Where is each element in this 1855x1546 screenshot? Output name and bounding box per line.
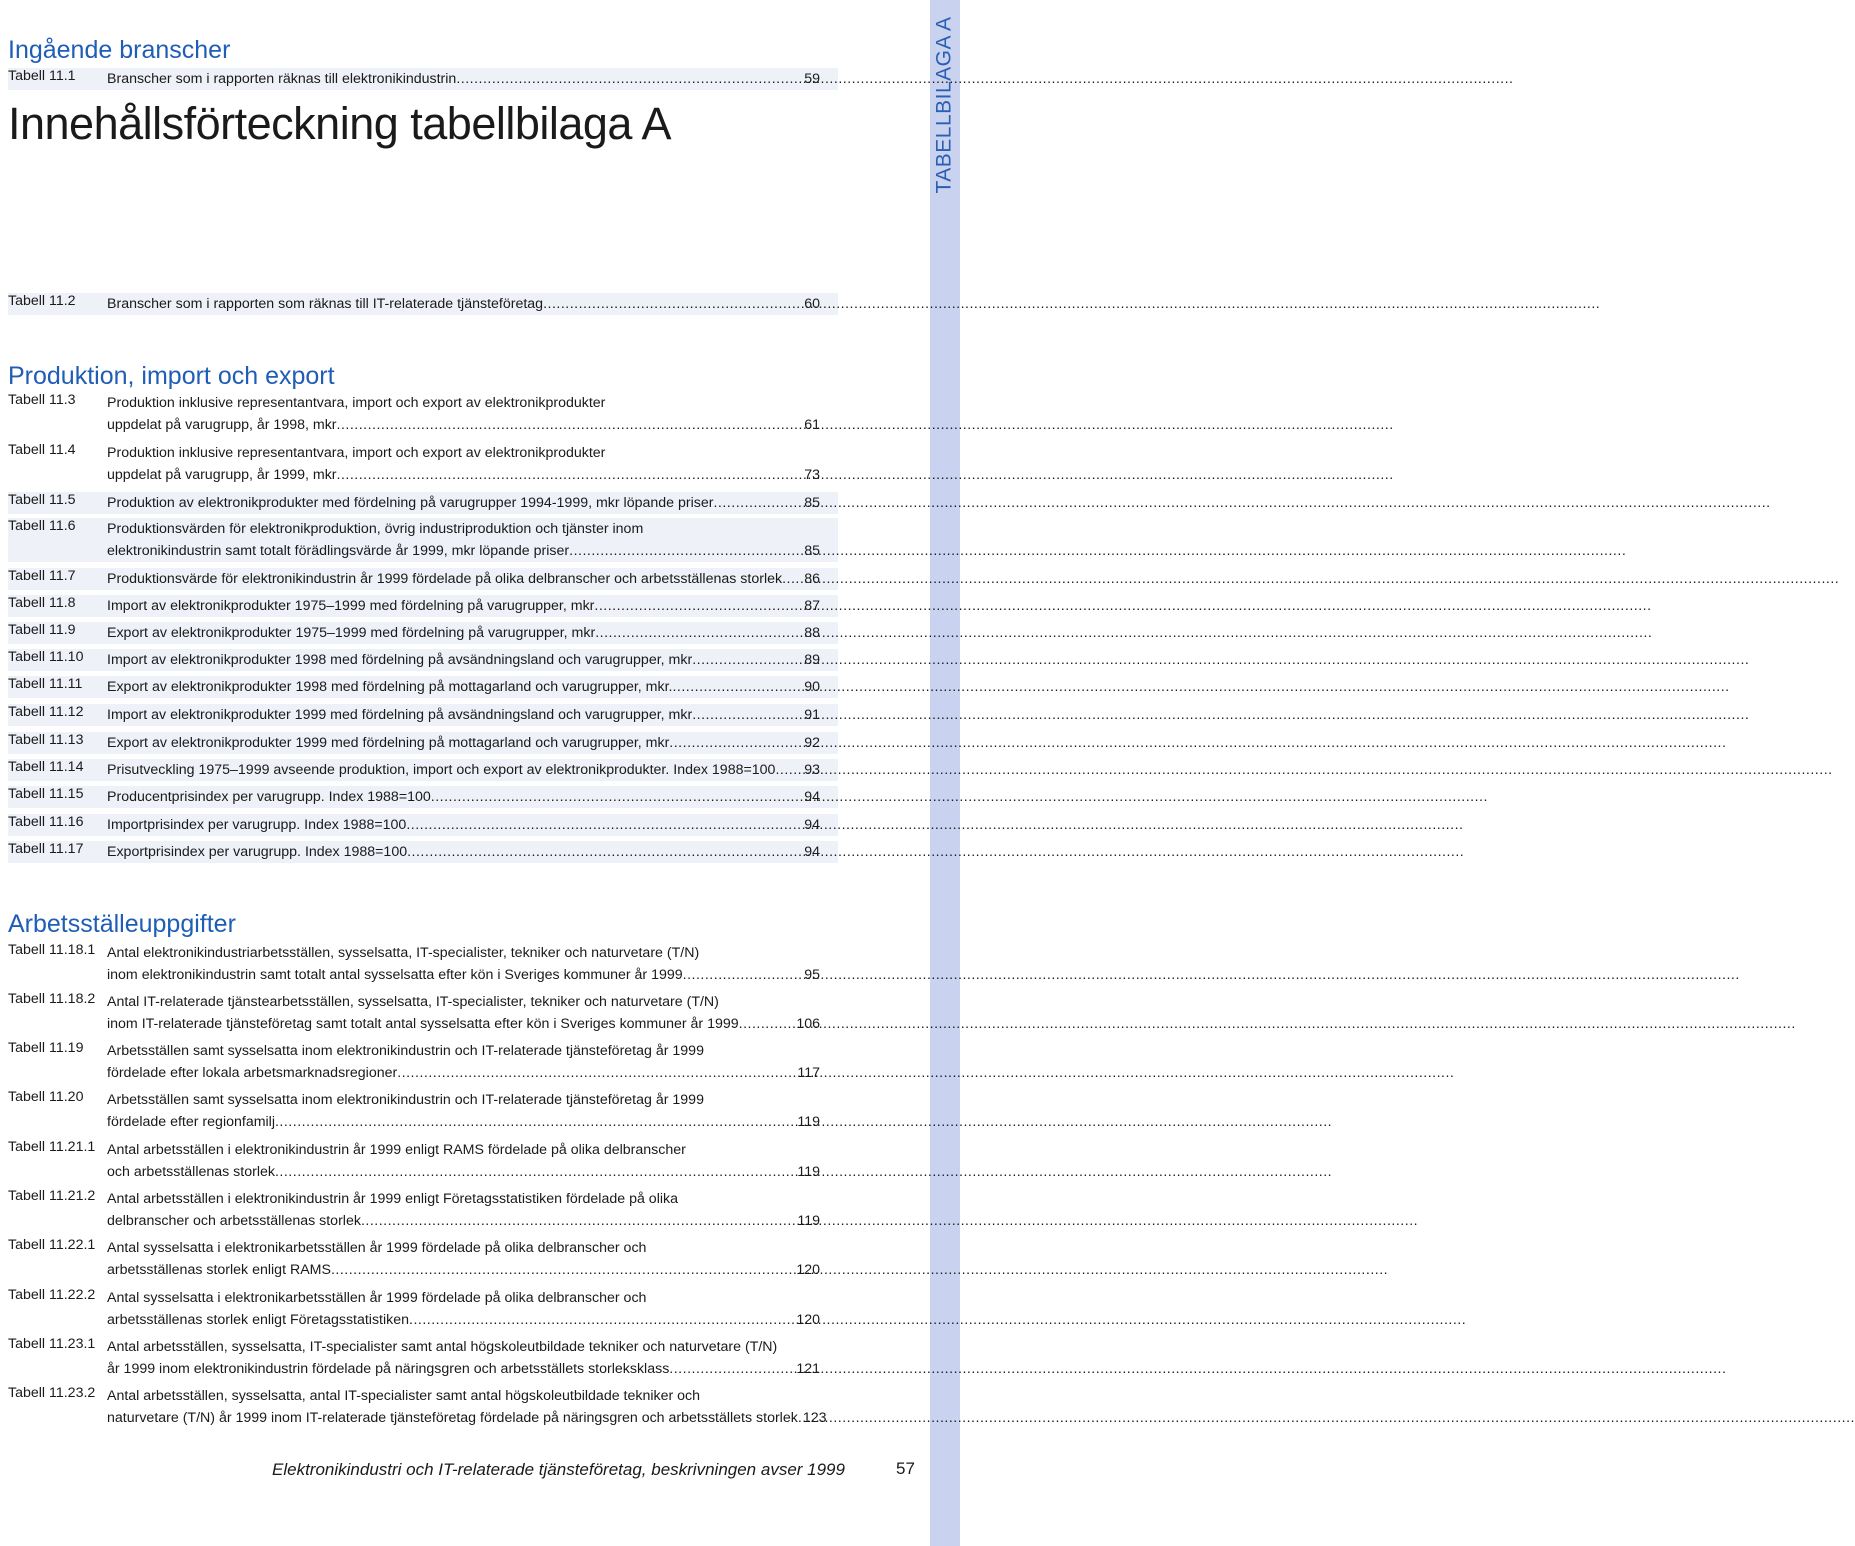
toc-entry-page-number: 106 xyxy=(796,1016,820,1032)
toc-entry-last-line xyxy=(107,841,820,863)
toc-entry-text-line: arbetsställenas storlek enligt Företagsstatistiken xyxy=(107,1312,410,1328)
toc-entry-last-line xyxy=(107,293,820,315)
toc-entry-number: Tabell 11.15 xyxy=(8,786,84,802)
toc-entry xyxy=(8,732,838,754)
toc-entry xyxy=(8,442,838,486)
toc-entry-number: Tabell 11.5 xyxy=(8,492,76,508)
toc-entry-number: Tabell 11.7 xyxy=(8,568,76,584)
toc-entry xyxy=(8,759,838,781)
toc-entry-last-line xyxy=(107,676,820,698)
footer-page-number: 57 xyxy=(896,1459,915,1478)
toc-entry-text-line: Antal sysselsatta i elektronikarbetsställen år 1999 fördelade på olika delbranscher och xyxy=(107,1240,647,1256)
toc-entry xyxy=(8,676,838,698)
toc-entry-text-line: Antal arbetsställen, sysselsatta, antal IT-specialister samt antal högskoleutbildade tekniker och xyxy=(107,1388,701,1404)
toc-entry-page-number: 73 xyxy=(804,467,820,483)
toc-entry-text-line: Prisutveckling 1975–1999 avseende produktion, import och export av elektronikprodukter. Index 1988=100 xyxy=(107,762,776,778)
toc-entry xyxy=(8,595,838,617)
toc-entry xyxy=(8,1287,838,1331)
toc-entry-text-line: Antal arbetsställen, sysselsatta, IT-specialister samt antal högskoleutbildade tekniker och naturvetare (T/N) xyxy=(107,1339,778,1355)
toc-entry-last-line xyxy=(107,1407,827,1429)
toc-entry-page-number: 93 xyxy=(804,762,820,778)
toc-entry-page-number: 87 xyxy=(804,598,820,614)
toc-entry-last-line xyxy=(107,1210,820,1232)
toc-entry-number: Tabell 11.10 xyxy=(8,649,84,665)
toc-entry xyxy=(8,704,838,726)
toc-entry-description xyxy=(107,759,820,781)
toc-entry-page-number: 119 xyxy=(797,1114,820,1130)
toc-entry-text-line: Producentprisindex per varugrupp. Index 1988=100 xyxy=(107,789,431,805)
toc-entry-page-number: 85 xyxy=(804,495,820,511)
toc-entry-page-number: 88 xyxy=(804,625,820,641)
toc-entry-number: Tabell 11.22.2 xyxy=(8,1287,96,1303)
toc-entry-text-line: uppdelat på varugrupp, år 1998, mkr xyxy=(107,417,337,433)
toc-entry-description xyxy=(107,1385,827,1429)
toc-entry-text-line: Antal sysselsatta i elektronikarbetsställen år 1999 fördelade på olika delbranscher och xyxy=(107,1290,647,1306)
toc-entry-text-line: inom elektronikindustrin samt totalt antal sysselsatta efter kön i Sveriges kommuner år 1999 xyxy=(107,967,683,983)
toc-entry-description xyxy=(107,442,820,486)
toc-entry-number: Tabell 11.9 xyxy=(8,622,76,638)
toc-entry-text-line: Antal arbetsställen i elektronikindustrin år 1999 enligt RAMS fördelade på olika delbranscher xyxy=(107,1142,686,1158)
toc-entry-number: Tabell 11.2 xyxy=(8,293,76,309)
toc-entry-text-line: Export av elektronikprodukter 1975–1999 med fördelning på varugrupper, mkr xyxy=(107,625,596,641)
dot-leader xyxy=(407,841,803,863)
toc-entry-page-number: 94 xyxy=(804,817,820,833)
toc-entry-number: Tabell 11.13 xyxy=(8,732,84,748)
dot-leader xyxy=(775,759,803,781)
toc-entry-page-number: 123 xyxy=(802,1410,827,1426)
toc-entry xyxy=(8,622,838,644)
toc-entry-description xyxy=(107,518,820,562)
toc-entry-page-number: 90 xyxy=(804,679,820,695)
side-tab-text: TABELLBILAGA A xyxy=(933,16,957,194)
toc-entry-page-number: 89 xyxy=(804,652,820,668)
toc-entry-last-line xyxy=(107,568,820,590)
toc-entry-description xyxy=(107,841,820,863)
toc-entry-description xyxy=(107,1188,820,1232)
toc-entry-number: Tabell 11.8 xyxy=(8,595,76,611)
toc-entry-last-line xyxy=(107,1013,820,1035)
toc-entry-description xyxy=(107,568,820,590)
toc-entry-description xyxy=(107,1089,820,1133)
dot-leader xyxy=(275,1111,796,1133)
toc-entry xyxy=(8,991,838,1035)
toc-entry-text-line: arbetsställenas storlek enligt RAMS xyxy=(107,1262,331,1278)
toc-entry-number: Tabell 11.22.1 xyxy=(8,1237,96,1253)
dot-leader xyxy=(692,649,803,671)
toc-entry xyxy=(8,1385,838,1429)
toc-entry-last-line xyxy=(107,814,820,836)
dot-leader xyxy=(331,1259,795,1281)
toc-entry-last-line xyxy=(107,759,820,781)
toc-entry-last-line xyxy=(107,1358,820,1380)
toc-entry xyxy=(8,492,838,514)
toc-entry-page-number: 117 xyxy=(797,1065,820,1081)
toc-entry-page-number: 121 xyxy=(796,1361,820,1377)
toc-entry-last-line xyxy=(107,464,820,486)
toc-entry xyxy=(8,568,838,590)
toc-entry-description xyxy=(107,991,820,1035)
toc-entry-text-line: Branscher som i rapporten som räknas till IT-relaterade tjänsteföretag xyxy=(107,296,544,312)
toc-entry-last-line xyxy=(107,964,820,986)
dot-leader xyxy=(782,568,803,590)
section-heading-produktion-import-export: Produktion, import och export xyxy=(8,362,335,390)
toc-entry-text-line: fördelade efter regionfamilj xyxy=(107,1114,275,1130)
toc-entry-number: Tabell 11.16 xyxy=(8,814,84,830)
toc-entry xyxy=(8,1188,838,1232)
toc-entry-text-line: delbranscher och arbetsställenas storlek xyxy=(107,1213,361,1229)
toc-entry xyxy=(8,1040,838,1084)
page-title: Innehållsförteckning tabellbilaga A xyxy=(8,98,671,149)
dot-leader xyxy=(397,1062,796,1084)
toc-entry-text-line: elektronikindustrin samt totalt förädlingsvärde år 1999, mkr löpande priser xyxy=(107,543,570,559)
toc-entry-last-line xyxy=(107,540,820,562)
toc-entry xyxy=(8,68,838,90)
toc-entry-text-line: Arbetsställen samt sysselsatta inom elektronikindustrin och IT-relaterade tjänsteföretag år 1999 xyxy=(107,1092,704,1108)
toc-entry-text-line: Import av elektronikprodukter 1999 med fördelning på avsändningsland och varugrupper, mkr xyxy=(107,707,693,723)
dot-leader xyxy=(543,293,803,315)
side-tab-label xyxy=(927,0,963,210)
toc-entry-number: Tabell 11.18.1 xyxy=(8,942,96,958)
dot-leader xyxy=(739,1013,796,1035)
toc-entry-number: Tabell 11.21.2 xyxy=(8,1188,96,1204)
toc-entry xyxy=(8,1089,838,1133)
toc-entry-last-line xyxy=(107,492,820,514)
toc-entry xyxy=(8,786,838,808)
dot-leader xyxy=(669,1358,795,1380)
toc-entry xyxy=(8,942,838,986)
toc-entry-page-number: 120 xyxy=(796,1312,820,1328)
toc-entry-description xyxy=(107,676,820,698)
toc-entry-last-line xyxy=(107,704,820,726)
footer-publication-title: Elektronikindustri och IT-relaterade tjänsteföretag, beskrivningen avser 1999 xyxy=(272,1460,845,1479)
dot-leader xyxy=(406,814,803,836)
toc-entry xyxy=(8,1139,838,1183)
dot-leader xyxy=(692,704,803,726)
toc-entry-description xyxy=(107,622,820,644)
toc-entry-number: Tabell 11.1 xyxy=(8,68,76,84)
toc-entry-description xyxy=(107,68,820,90)
toc-entry-text-line: Exportprisindex per varugrupp. Index 1988=100 xyxy=(107,844,408,860)
toc-entry-description xyxy=(107,1336,820,1380)
toc-entry-description xyxy=(107,1287,820,1331)
dot-leader xyxy=(337,464,804,486)
dot-leader xyxy=(337,414,804,436)
toc-entry-text-line: Arbetsställen samt sysselsatta inom elektronikindustrin och IT-relaterade tjänsteföretag år 1999 xyxy=(107,1043,704,1059)
toc-entry xyxy=(8,1237,838,1281)
toc-entry-description xyxy=(107,1139,820,1183)
toc-entry-page-number: 59 xyxy=(804,71,820,87)
toc-entry-number: Tabell 11.6 xyxy=(8,518,76,534)
toc-entry-text-line: Antal elektronikindustriarbetsställen, sysselsatta, IT-specialister, tekniker och naturvetare (T/N) xyxy=(107,945,700,961)
toc-entry xyxy=(8,518,838,562)
toc-entry-page-number: 94 xyxy=(804,789,820,805)
toc-entry-text-line: Antal arbetsställen i elektronikindustrin år 1999 enligt Företagsstatistiken fördelade på olika xyxy=(107,1191,678,1207)
toc-entry-page-number: 86 xyxy=(804,571,820,587)
toc-entry-description xyxy=(107,1040,820,1084)
dot-leader xyxy=(456,68,803,90)
dot-leader xyxy=(569,540,803,562)
toc-entry-text-line: Importprisindex per varugrupp. Index 1988=100 xyxy=(107,817,407,833)
toc-entry-last-line xyxy=(107,732,820,754)
toc-entry-text-line: Import av elektronikprodukter 1975–1999 med fördelning på varugrupper, mkr xyxy=(107,598,595,614)
toc-entry-last-line xyxy=(107,1161,820,1183)
toc-entry-description xyxy=(107,293,820,315)
toc-entry-last-line xyxy=(107,622,820,644)
toc-entry-text-line: uppdelat på varugrupp, år 1999, mkr xyxy=(107,467,337,483)
toc-entry-text-line: Export av elektronikprodukter 1999 med fördelning på mottagarland och varugrupper, mkr xyxy=(107,735,670,751)
toc-entry-number: Tabell 11.12 xyxy=(8,704,84,720)
toc-entry-number: Tabell 11.17 xyxy=(8,841,84,857)
toc-entry-text-line: Import av elektronikprodukter 1998 med fördelning på avsändningsland och varugrupper, mkr xyxy=(107,652,693,668)
toc-entry-number: Tabell 11.11 xyxy=(8,676,83,692)
toc-entry-description xyxy=(107,942,820,986)
toc-entry-text-line: Export av elektronikprodukter 1998 med fördelning på mottagarland och varugrupper, mkr. xyxy=(107,679,673,695)
dot-leader xyxy=(683,964,804,986)
toc-entry-number: Tabell 11.23.2 xyxy=(8,1385,96,1401)
toc-entry-number: Tabell 11.20 xyxy=(8,1089,84,1105)
toc-entry-description xyxy=(107,595,820,617)
toc-entry-text-line: naturvetare (T/N) år 1999 inom IT-relaterade tjänsteföretag fördelade på näringsgren och arbetsställets storlek xyxy=(107,1410,798,1426)
toc-entry xyxy=(8,1336,838,1380)
toc-entry-description xyxy=(107,786,820,808)
toc-entry-page-number: 120 xyxy=(796,1262,820,1278)
toc-entry-number: Tabell 11.23.1 xyxy=(8,1336,96,1352)
dot-leader xyxy=(361,1210,796,1232)
toc-entry-description xyxy=(107,814,820,836)
toc-entry-last-line xyxy=(107,786,820,808)
toc-entry-page-number: 119 xyxy=(797,1213,820,1229)
dot-leader xyxy=(431,786,803,808)
toc-entry-text-line: år 1999 inom elektronikindustrin fördelade på näringsgren och arbetsställets storleksklass xyxy=(107,1361,670,1377)
section-heading-ingaende-branscher: Ingående branscher xyxy=(8,36,231,64)
toc-entry-last-line xyxy=(107,595,820,617)
toc-entry-last-line xyxy=(107,414,820,436)
toc-entry-page-number: 119 xyxy=(797,1164,820,1180)
toc-entry-last-line xyxy=(107,1259,820,1281)
toc-entry-last-line xyxy=(107,649,820,671)
dot-leader xyxy=(595,622,803,644)
dot-leader xyxy=(594,595,803,617)
toc-entry-number: Tabell 11.18.2 xyxy=(8,991,96,1007)
dot-leader xyxy=(669,732,803,754)
toc-entry-text-line: Produktion inklusive representantvara, import och export av elektronikprodukter xyxy=(107,445,606,461)
toc-entry-description xyxy=(107,1237,820,1281)
toc-entry-text-line: Produktion inklusive representantvara, import och export av elektronikprodukter xyxy=(107,395,606,411)
toc-entry-text-line: Branscher som i rapporten räknas till elektronikindustrin xyxy=(107,71,457,87)
toc-entry-description xyxy=(107,492,820,514)
toc-entry-page-number: 95 xyxy=(804,967,820,983)
toc-entry-text-line: Antal IT-relaterade tjänstearbetsställen, sysselsatta, IT-specialister, tekniker och naturvetare (T/N) xyxy=(107,994,719,1010)
toc-entry xyxy=(8,649,838,671)
dot-leader xyxy=(275,1161,796,1183)
toc-entry-number: Tabell 11.21.1 xyxy=(8,1139,96,1155)
toc-entry-text-line: Produktionsvärde för elektronikindustrin år 1999 fördelade på olika delbranscher och arbetsställenas storlek xyxy=(107,571,783,587)
toc-entry-number: Tabell 11.14 xyxy=(8,759,84,775)
toc-entry xyxy=(8,841,838,863)
toc-entry-last-line xyxy=(107,68,820,90)
toc-entry-description xyxy=(107,704,820,726)
section-heading-arbetsstalleuppgifter: Arbetsställeuppgifter xyxy=(8,910,236,938)
toc-entry-page-number: 94 xyxy=(804,844,820,860)
toc-entry-page-number: 92 xyxy=(804,735,820,751)
dot-leader xyxy=(672,676,803,698)
toc-entry xyxy=(8,814,838,836)
toc-entry-text-line: inom IT-relaterade tjänsteföretag samt totalt antal sysselsatta efter kön i Sveriges kommuner år 1999 xyxy=(107,1016,739,1032)
toc-entry-last-line xyxy=(107,1309,820,1331)
toc-entry xyxy=(8,293,838,315)
toc-entry-text-line: Produktionsvärden för elektronikproduktion, övrig industriproduktion och tjänster inom xyxy=(107,521,644,537)
toc-entry-description xyxy=(107,732,820,754)
toc-entry-text-line: Produktion av elektronikprodukter med fördelning på varugrupper 1994-1999, mkr löpande priser xyxy=(107,495,714,511)
toc-entry-last-line xyxy=(107,1062,820,1084)
toc-entry-description xyxy=(107,649,820,671)
toc-entry-number: Tabell 11.19 xyxy=(8,1040,84,1056)
dot-leader xyxy=(409,1309,795,1331)
toc-entry-text-line: fördelade efter lokala arbetsmarknadsregioner xyxy=(107,1065,398,1081)
toc-entry-text-line: och arbetsställenas storlek xyxy=(107,1164,275,1180)
toc-entry-page-number: 61 xyxy=(804,417,820,433)
dot-leader xyxy=(713,492,803,514)
toc-entry-page-number: 91 xyxy=(804,707,820,723)
toc-entry-number: Tabell 11.3 xyxy=(8,392,76,408)
toc-entry-page-number: 85 xyxy=(804,543,820,559)
toc-entry-description xyxy=(107,392,820,436)
toc-entry-last-line xyxy=(107,1111,820,1133)
toc-entry-page-number: 60 xyxy=(804,296,820,312)
toc-entry-number: Tabell 11.4 xyxy=(8,442,76,458)
toc-entry xyxy=(8,392,838,436)
